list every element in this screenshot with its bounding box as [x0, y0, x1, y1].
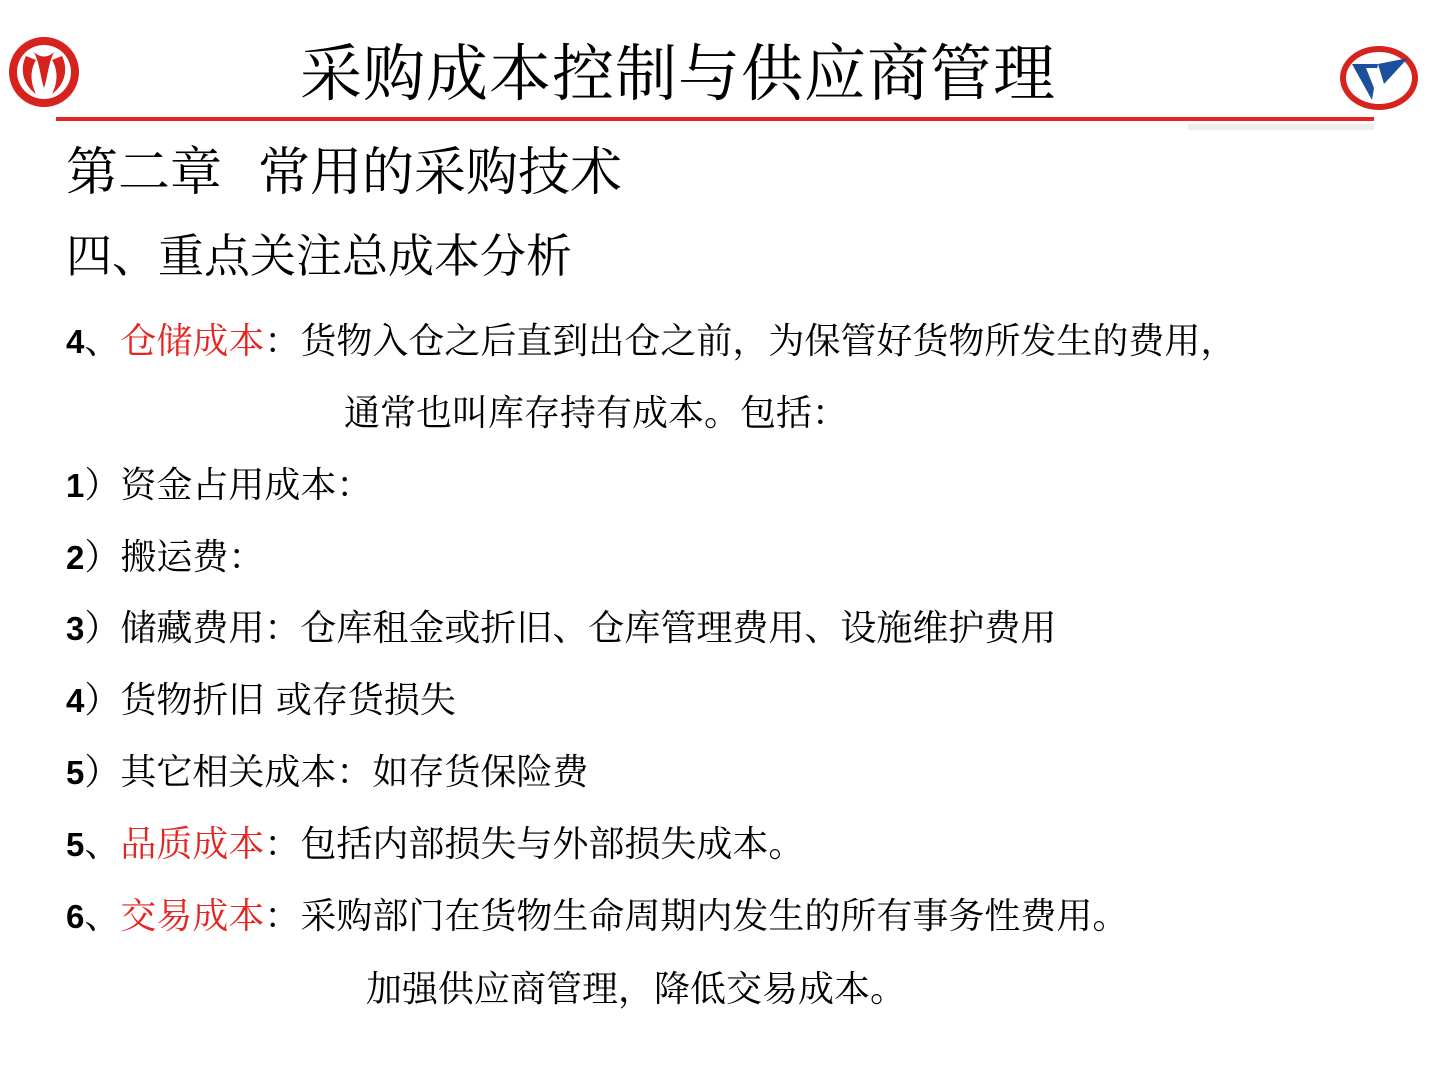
list-item-storage-cost [66, 318, 1236, 366]
item-number: 6 [66, 898, 85, 935]
brand-emblem-icon [1338, 44, 1420, 112]
item-text: 货物折旧 或存货损失 [120, 680, 456, 721]
header-divider [56, 117, 1374, 121]
item-text: 搬运费： [120, 537, 265, 578]
list-item-quality-cost [66, 821, 804, 869]
item-separator: ） [84, 537, 121, 578]
item-separator: ） [84, 680, 121, 721]
item-number: 1 [66, 467, 85, 504]
item-separator: ） [84, 752, 121, 793]
chapter-title: 常用的采购技术 [258, 143, 623, 203]
chapter-label: 第二章 [66, 143, 223, 203]
section-heading: 四、重点关注总成本分析 [66, 229, 572, 283]
item-separator: ） [84, 465, 121, 506]
item-number: 5 [66, 826, 85, 863]
list-item-continuation: 加强供应商管理，降低交易成本。 [366, 969, 907, 1010]
sub-item-depreciation [66, 677, 456, 725]
item-term: 品质成本 [120, 824, 265, 865]
item-term: 仓储成本 [120, 321, 265, 362]
item-separator: 、 [84, 896, 121, 937]
item-description: ：采购部门在货物生命周期内发生的所有事务性费用。 [264, 896, 1129, 937]
header-divider-shadow [1188, 124, 1374, 130]
item-term: 交易成本 [120, 896, 265, 937]
list-item-continuation: 通常也叫库存持有成本。包括： [344, 393, 849, 434]
item-number: 4 [66, 323, 85, 360]
list-item-transaction-cost [66, 893, 1128, 941]
item-text: 资金占用成本： [120, 465, 373, 506]
sub-item-storage-fee [66, 605, 1056, 653]
item-number: 3 [66, 610, 85, 647]
sub-item-handling-fee [66, 534, 264, 582]
item-text: 其它相关成本：如存货保险费 [120, 752, 589, 793]
sub-item-other-cost [66, 749, 588, 797]
dongfeng-logo-icon [6, 34, 82, 110]
item-separator: ） [84, 608, 121, 649]
item-description: ：货物入仓之后直到出仓之前，为保管好货物所发生的费用， [264, 321, 1237, 362]
chapter-heading [66, 140, 622, 206]
item-number: 5 [66, 754, 85, 791]
item-separator: 、 [84, 824, 121, 865]
item-number: 4 [66, 682, 85, 719]
item-number: 2 [66, 539, 85, 576]
slide-title: 采购成本控制与供应商管理 [300, 37, 1057, 110]
item-description: ：包括内部损失与外部损失成本。 [264, 824, 805, 865]
item-text: 储藏费用：仓库租金或折旧、仓库管理费用、设施维护费用 [120, 608, 1057, 649]
item-separator: 、 [84, 321, 121, 362]
sub-item-capital-cost [66, 462, 372, 510]
